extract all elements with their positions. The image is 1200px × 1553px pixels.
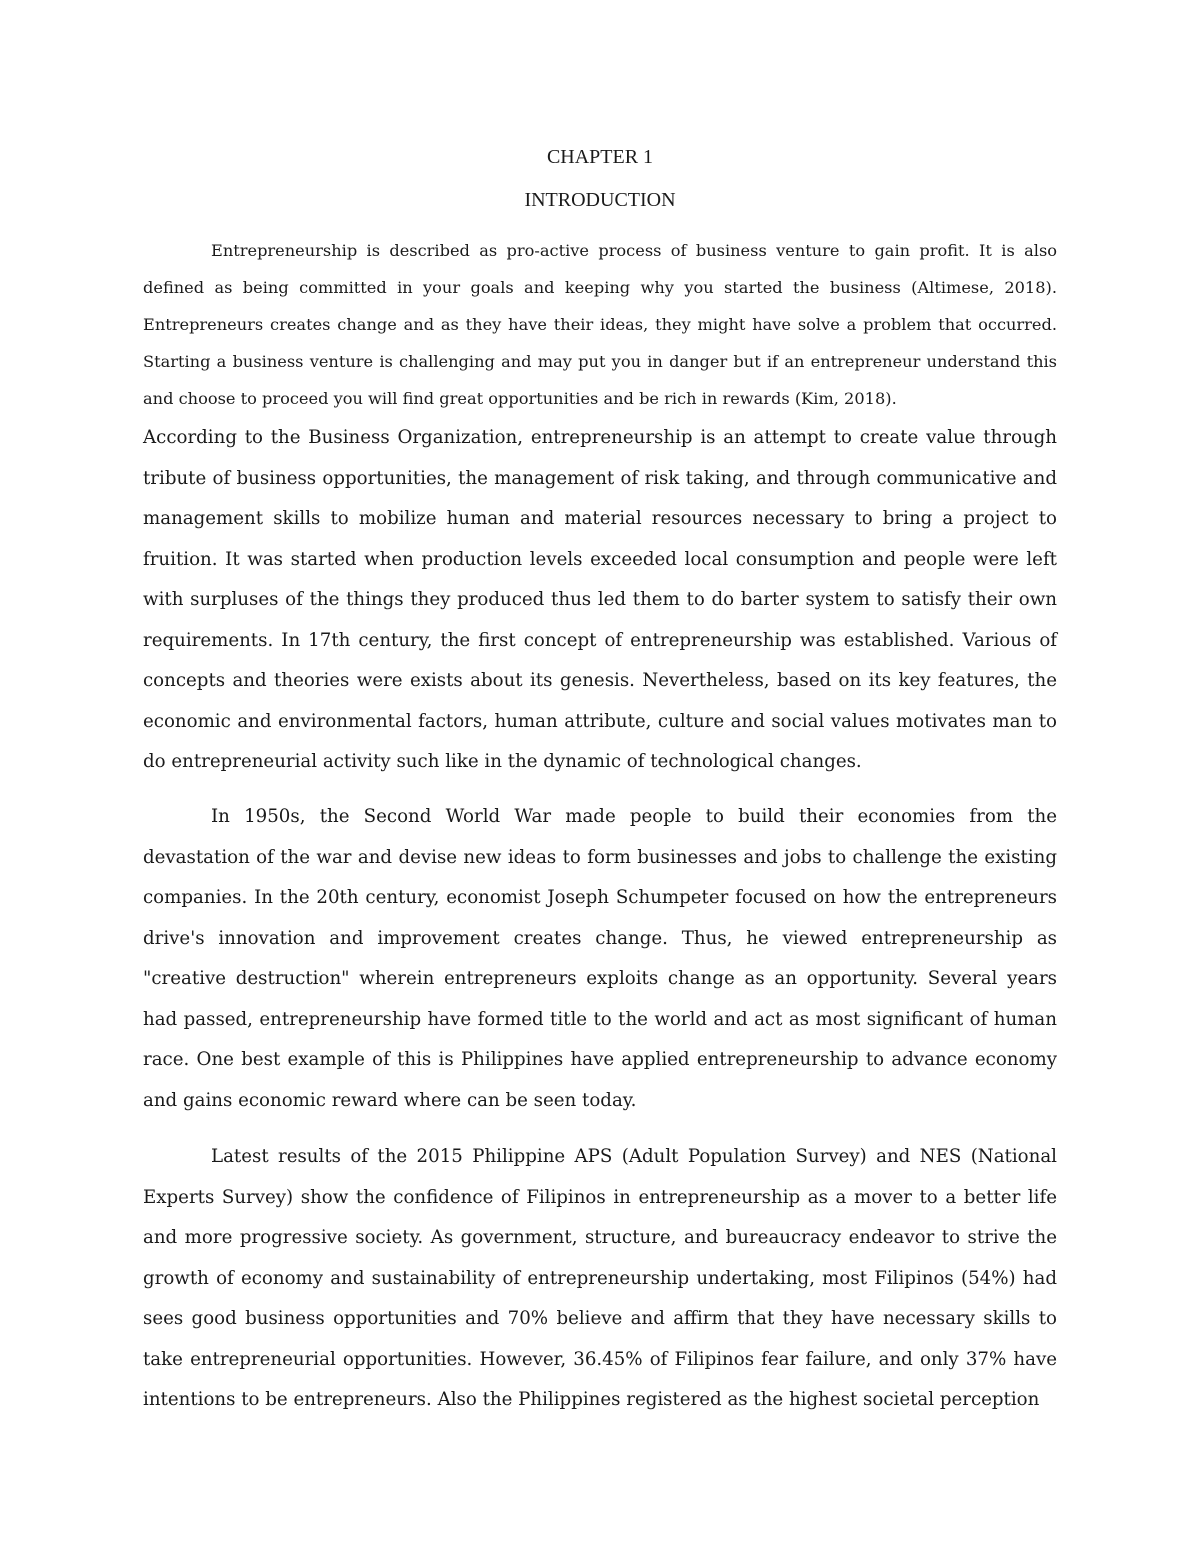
chapter-number: CHAPTER 1 — [546, 146, 654, 168]
chapter-title: INTRODUCTION — [524, 189, 676, 211]
paragraph-3: Latest results of the 2015 Philippine APS (Adult Population Survey) and NES (National Experts Survey) show the confidence of Filipinos in entrepreneurship as a mover to a better life and more progressive society. As government, structure, and bureaucracy endeavor to strive the growth of economy and sustainability of entrepreneurship undertaking, most Filipinos (54%) had sees good business opportunities and 70% believe and affirm that they have necessary skills to take entrepreneurial opportunities. However, 36.45% of Filipinos fear failure, and only 37% have intentions to be entrepreneurs. Also the Philippines registered as the highest societal perception — [143, 1146, 1057, 1410]
paragraph-2: In 1950s, the Second World War made people to build their economies from the devastation of the war and devise new ideas to form businesses and jobs to challenge the existing companies. In the 20th century, economist Joseph Schumpeter focused on how the entrepreneurs drive's innovation and improvement creates change. Thus, he viewed entrepreneurship as "creative destruction" wherein entrepreneurs exploits change as an opportunity. Several years had passed, entrepreneurship have formed title to the world and act as most significant of human race. One best example of this is Philippines have applied entrepreneurship to advance economy and gains economic reward where can be seen today. — [143, 806, 1057, 1111]
paragraph-1-part-1: Entrepreneurship is described as pro-active process of business venture to gain profit. It is also defined as being committed in your goals and keeping why you started the business (Altimese, 2018). Entrepreneurs creates change and as they have their ideas, they might have solve a problem that occurred. Starting a business venture is challenging and may put you in danger but if an entrepreneur understand this and choose to proceed you will find great opportunities and be rich in rewards (Kim, 2018). — [143, 241, 1057, 408]
paragraph-1-part-2: According to the Business Organization, entrepreneurship is an attempt to create value through tribute of business opportunities, the management of risk taking, and through communicative and management skills to mobilize human and material resources necessary to bring a project to fruition. It was started when production levels exceeded local consumption and people were left with surpluses of the things they produced thus led them to do barter system to satisfy their own requirements. In 17th century, the first concept of entrepreneurship was established. Various of concepts and theories were exists about its genesis. Nevertheless, based on its key features, the economic and environmental factors, human attribute, culture and social values motivates man to do entrepreneurial activity such like in the dynamic of technological changes. — [143, 427, 1057, 772]
